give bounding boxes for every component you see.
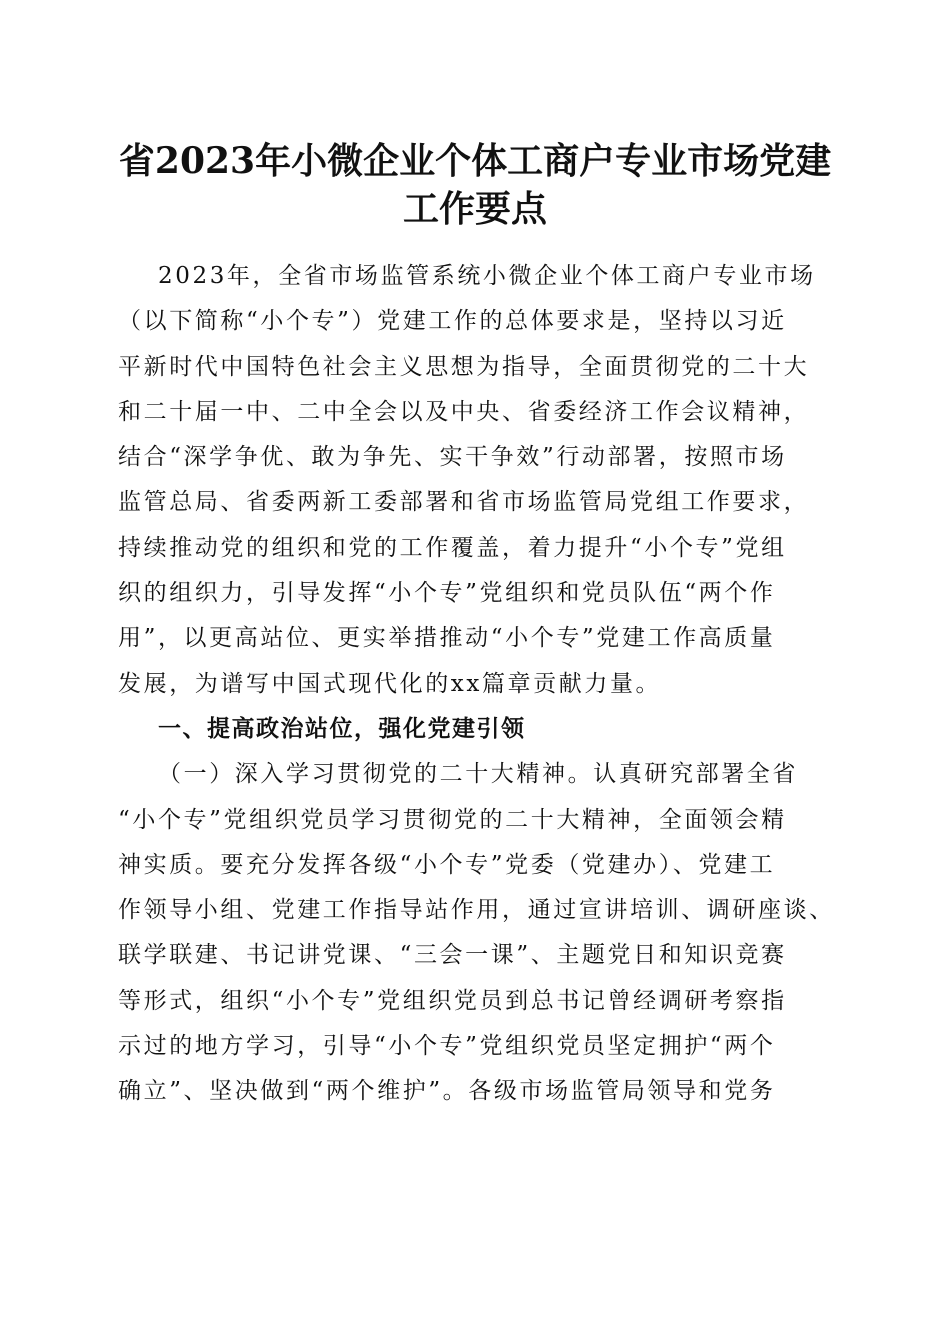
intro-line: 发展，为谱写中国式现代化的xx篇章贡献力量。 <box>118 670 662 697</box>
intro-line: 结合“深学争优、敢为争先、实干争效”行动部署，按照市场 <box>118 444 787 471</box>
title-line-1: 省2023年小微企业个体工商户专业市场党建 <box>118 140 832 182</box>
subsection-line: 等形式，组织“小个专”党组织党员到总书记曾经调研考察指 <box>118 987 787 1014</box>
intro-line: 平新时代中国特色社会主义思想为指导，全面贯彻党的二十大 <box>118 353 810 380</box>
section-heading: 一、提高政治站位，强化党建引领 <box>158 715 526 742</box>
intro-line: 持续推动党的组织和党的工作覆盖，着力提升“小个专”党组 <box>118 534 787 561</box>
subsection-line: （一）深入学习贯彻党的二十大精神。认真研究部署全省 <box>158 761 798 788</box>
intro-line: 织的组织力，引导发挥“小个专”党组织和党员队伍“两个作 <box>118 580 776 607</box>
subsection-line: 确立”、坚决做到“两个维护”。各级市场监管局领导和党务 <box>118 1078 776 1105</box>
intro-line: 用”，以更高站位、更实举措推动“小个专”党建工作高质量 <box>118 625 776 652</box>
subsection-line: 作领导小组、党建工作指导站作用，通过宣讲培训、调研座谈、 <box>118 897 835 924</box>
intro-line: （以下简称“小个专”）党建工作的总体要求是，坚持以习近 <box>118 308 787 335</box>
intro-line: 监管总局、省委两新工委部署和省市场监管局党组工作要求， <box>118 489 810 516</box>
subsection-line: “小个专”党组织党员学习贯彻党的二十大精神，全面领会精 <box>118 806 787 833</box>
subsection-line: 联学联建、书记讲党课、“三会一课”、主题党日和知识竞赛 <box>118 942 787 969</box>
subsection-line: 神实质。要充分发挥各级“小个专”党委（党建办）、党建工 <box>118 851 776 878</box>
subsection-line: 示过的地方学习，引导“小个专”党组织党员坚定拥护“两个 <box>118 1033 776 1060</box>
title-line-2: 工作要点 <box>402 188 547 230</box>
document-body <box>118 254 838 1115</box>
document-title <box>100 137 850 233</box>
intro-line: 2023年，全省市场监管系统小微企业个体工商户专业市场 <box>158 263 816 289</box>
intro-line: 和二十届一中、二中全会以及中央、省委经济工作会议精神， <box>118 398 810 425</box>
